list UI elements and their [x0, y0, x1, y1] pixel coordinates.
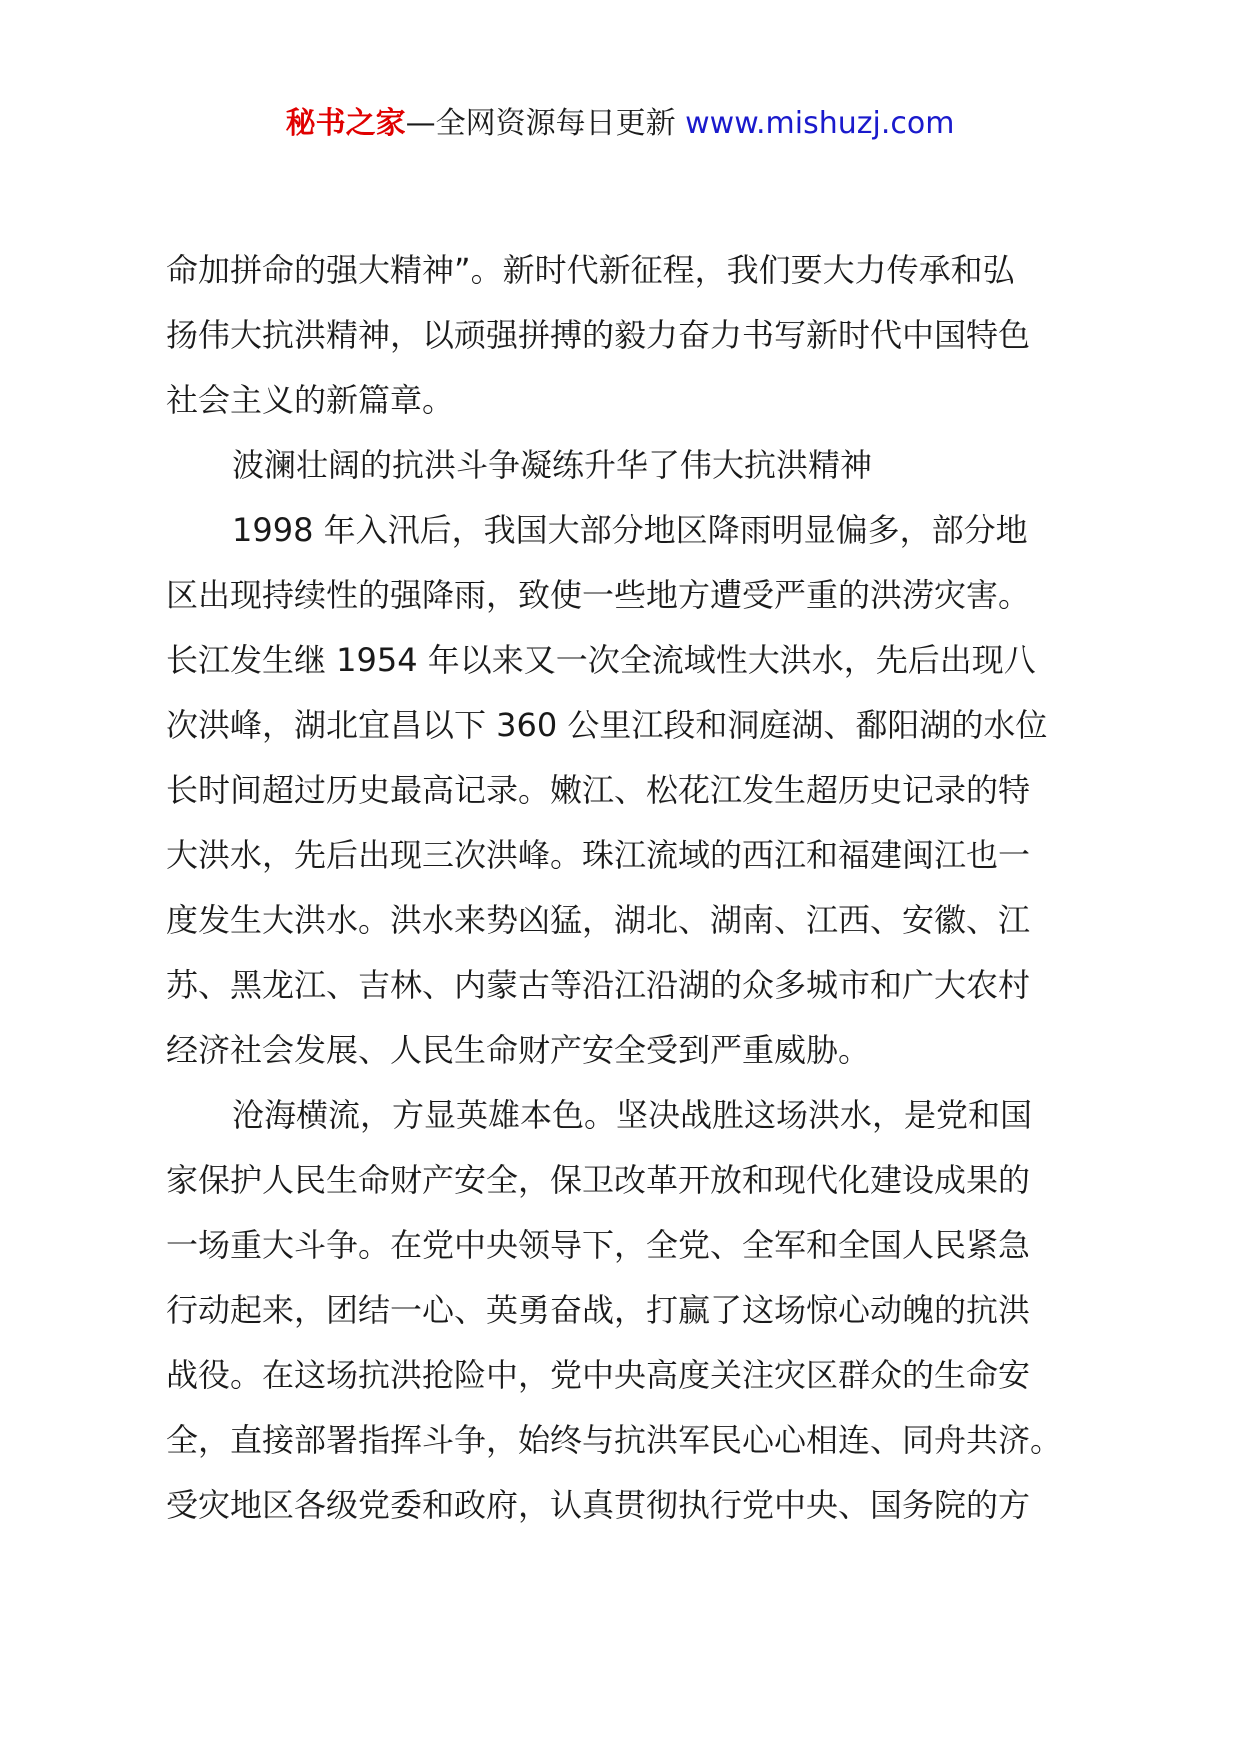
text-line: 长江发生继 1954 年以来又一次全流域性大洪水，先后出现八 — [166, 641, 1036, 679]
document-body — [166, 238, 1096, 1538]
site-tagline: —全网资源每日更新 — [405, 106, 676, 141]
text-line: 苏、黑龙江、吉林、内蒙古等沿江沿湖的众多城市和广大农村 — [166, 966, 1031, 1004]
text-line: 长时间超过历史最高记录。嫩江、松花江发生超历史记录的特 — [166, 771, 1031, 809]
text-line: 经济社会发展、人民生命财产安全受到严重威胁。 — [166, 1031, 871, 1069]
text-line: 度发生大洪水。洪水来势凶猛，湖北、湖南、江西、安徽、江 — [166, 901, 1031, 939]
text-line: 一场重大斗争。在党中央领导下，全党、全军和全国人民紧急 — [166, 1226, 1031, 1264]
text-line: 波澜壮阔的抗洪斗争凝练升华了伟大抗洪精神 — [232, 446, 873, 484]
text-line: 命加拼命的强大精神”。新时代新征程，我们要大力传承和弘 — [166, 251, 1015, 289]
text-line: 受灾地区各级党委和政府，认真贯彻执行党中央、国务院的方 — [166, 1486, 1031, 1524]
text-line: 大洪水，先后出现三次洪峰。珠江流域的西江和福建闽江也一 — [166, 836, 1031, 874]
text-line: 全，直接部署指挥斗争，始终与抗洪军民心心相连、同舟共济。 — [166, 1421, 1063, 1459]
text-line: 社会主义的新篇章。 — [166, 381, 455, 419]
page-header — [0, 100, 1240, 148]
text-line: 扬伟大抗洪精神，以顽强拼搏的毅力奋力书写新时代中国特色 — [166, 316, 1031, 354]
text-line: 行动起来，团结一心、英勇奋战，打赢了这场惊心动魄的抗洪 — [166, 1291, 1031, 1329]
text-line: 沧海横流，方显英雄本色。坚决战胜这场洪水，是党和国 — [232, 1096, 1033, 1134]
text-line: 家保护人民生命财产安全，保卫改革开放和现代化建设成果的 — [166, 1161, 1031, 1199]
site-brand: 秘书之家 — [285, 106, 406, 141]
site-url-link[interactable]: www.mishuzj.com — [685, 106, 955, 141]
text-line: 区出现持续性的强降雨，致使一些地方遭受严重的洪涝灾害。 — [166, 576, 1031, 614]
text-line: 战役。在这场抗洪抢险中，党中央高度关注灾区群众的生命安 — [166, 1356, 1031, 1394]
text-line: 次洪峰，湖北宜昌以下 360 公里江段和洞庭湖、鄱阳湖的水位 — [166, 706, 1048, 744]
text-line: 1998 年入汛后，我国大部分地区降雨明显偏多，部分地 — [232, 511, 1028, 549]
